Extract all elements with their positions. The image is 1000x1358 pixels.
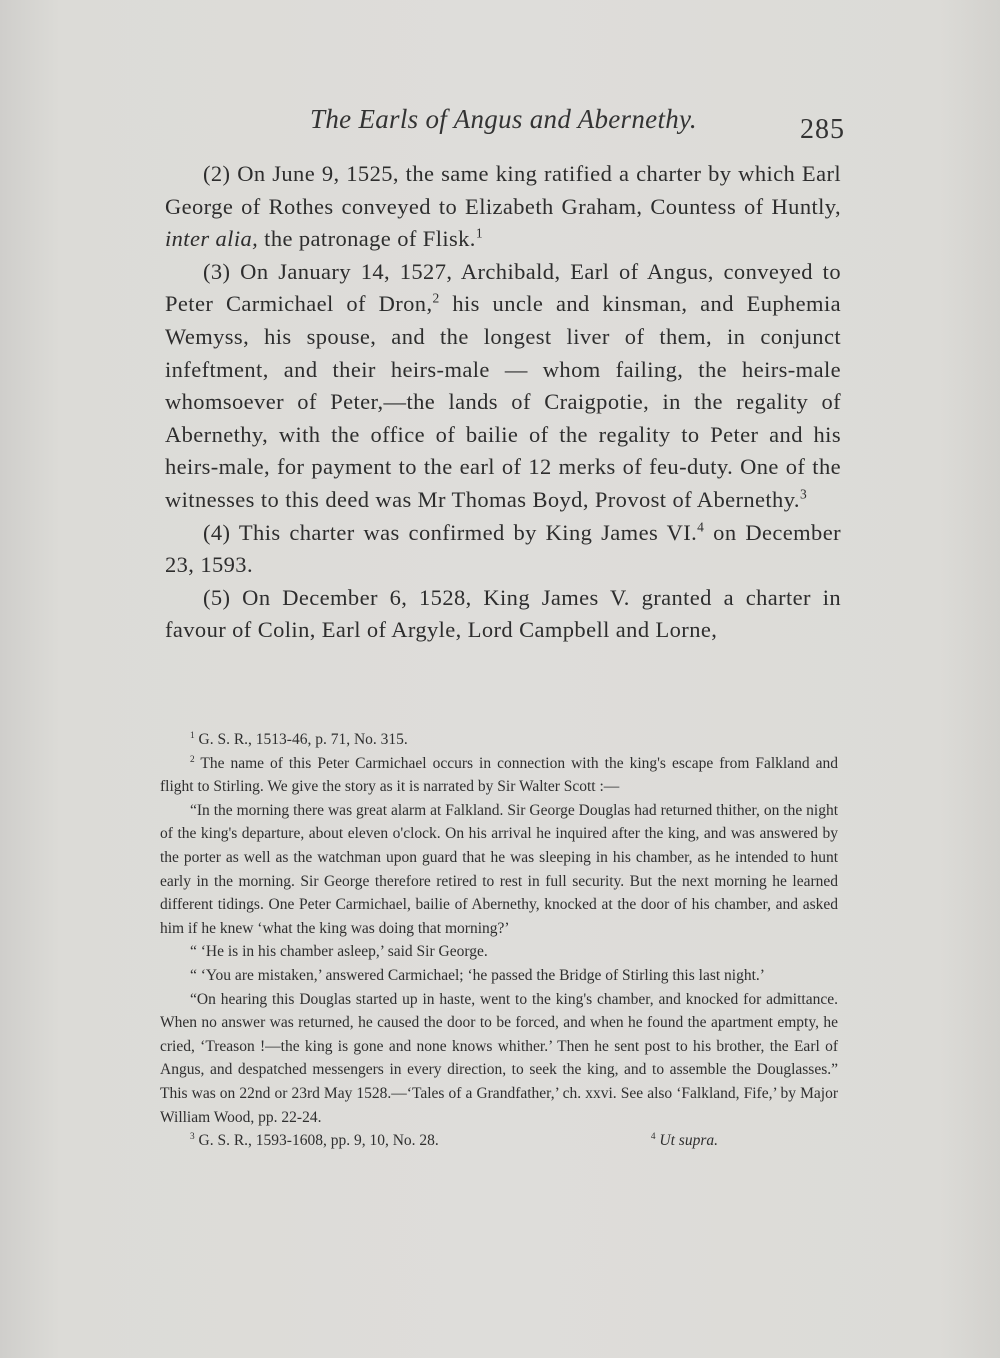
paragraph-2 [165,158,841,256]
paragraph-number: (2) [203,161,231,186]
footnote-ref: 1 [475,225,483,241]
footnote-2 [160,752,838,799]
page-header [165,100,845,150]
footnote-mark: 4 [650,1131,656,1142]
footnote-ref: 2 [432,290,440,306]
page-number: 285 [800,114,845,145]
footnote-mark: 3 [190,1131,195,1142]
footnote-text: G. S. R., 1593-1608, pp. 9, 10, No. 28. [194,1132,439,1150]
main-text [165,158,841,647]
footnote-text: The name of this Peter Carmichael occurs in connection with the king's escape from Falkland and flight to Stirling. We give the story as it is narrated by Sir Walter Scott :— [160,754,838,796]
footnotes [160,728,838,1153]
italic-phrase: inter alia, [165,226,259,252]
footnote-4 [651,1129,718,1153]
paragraph-5 [165,582,841,647]
paragraph-text: On December 6, 1528, King James V. granted a charter in favour of Colin, Earl of Argyle, Lord Campbell and Lorne, [165,584,841,643]
quote-paragraph: “On hearing this Douglas started up in haste, went to the king's chamber, and knocked for admittance. When no answer was returned, he caused the door to be forced, and when he found the apartment empty, he cried, ‘Treason !—the king is gone and none knows whither.’ Then he sent post to his brother, the Earl of Angus, and despatched messengers in every direction, to seek the king, and to assemble the Douglasses.” This was on 22nd or 23rd May 1528.—‘Tales of a Grandfather,’ ch. xxvi. See also ‘Falkland, Fife,’ by Major William Wood, pp. 22-24. [160,990,838,1126]
paragraph-text: This charter was confirmed by King James VI. [230,519,698,545]
footnote-ref: 4 [697,519,705,535]
paragraph-number: (5) [203,584,231,610]
paragraph-text: on December 23, 1593. [165,519,841,578]
quote-paragraph: “ ‘You are mistaken,’ answered Carmichael; ‘he passed the Bridge of Stirling this last night.’ [190,966,765,984]
footnotes-3-4 [160,1129,838,1153]
footnote-ref: 3 [799,486,808,502]
footnote-1 [160,728,838,752]
footnote-text: G. S. R., 1513-46, p. 71, No. 315. [194,731,408,748]
running-title: The Earls of Angus and Abernethy. [310,104,697,134]
paragraph-text: On January 14, 1527, Archibald, Earl of Angus, conveyed to Peter Carmichael of Dron, [165,258,841,317]
quote-paragraph: “ ‘He is in his chamber asleep,’ said Sir George. [190,943,488,961]
paragraph-number: (3) [203,258,231,284]
quote-paragraph: “In the morning there was great alarm at Falkland. Sir George Douglas had returned thither, on the night of the king's departure, about eleven o'clock. On his arrival he inquired after the king, and was answered by the porter as well as the watchman upon guard that he was sleeping in his chamber, as he intended to hunt early in the morning. Sir George therefore retired to rest in full security. But the next morning he learned different tidings. One Peter Carmichael, bailie of Abernethy, knocked at the door of his chamber, and asked him if he knew ‘what the king was doing that morning?’ [160,801,838,937]
footnote-text: Ut supra. [659,1132,718,1150]
paragraph-text: On June 9, 1525, the same king ratified a charter by which Earl George of Rothes conveyed to Elizabeth Graham, Countess of Huntly, [165,161,841,219]
paragraph-number: (4) [203,519,231,545]
footnote-mark: 2 [190,754,195,765]
paragraph-4 [165,517,841,582]
paragraph-text: his uncle and kinsman, and Euphemia Wemyss, his spouse, and the longest liver of them, in conjunct infeftment, and their heirs-male — whom failing, the heirs-male whomsoever of Peter,—the lands of Craigpotie, in the regality of Abernethy, with the office of bailie of the regality to Peter and his heirs-male, for payment to the earl of 12 merks of feu-duty. One of the witnesses to this deed was Mr Thomas Boyd, Provost of Abernethy. [165,291,841,512]
footnote-3 [190,1129,439,1153]
paragraph-text: the patronage of Flisk. [258,226,476,252]
footnote-mark: 1 [190,730,195,741]
paragraph-3 [165,256,841,517]
